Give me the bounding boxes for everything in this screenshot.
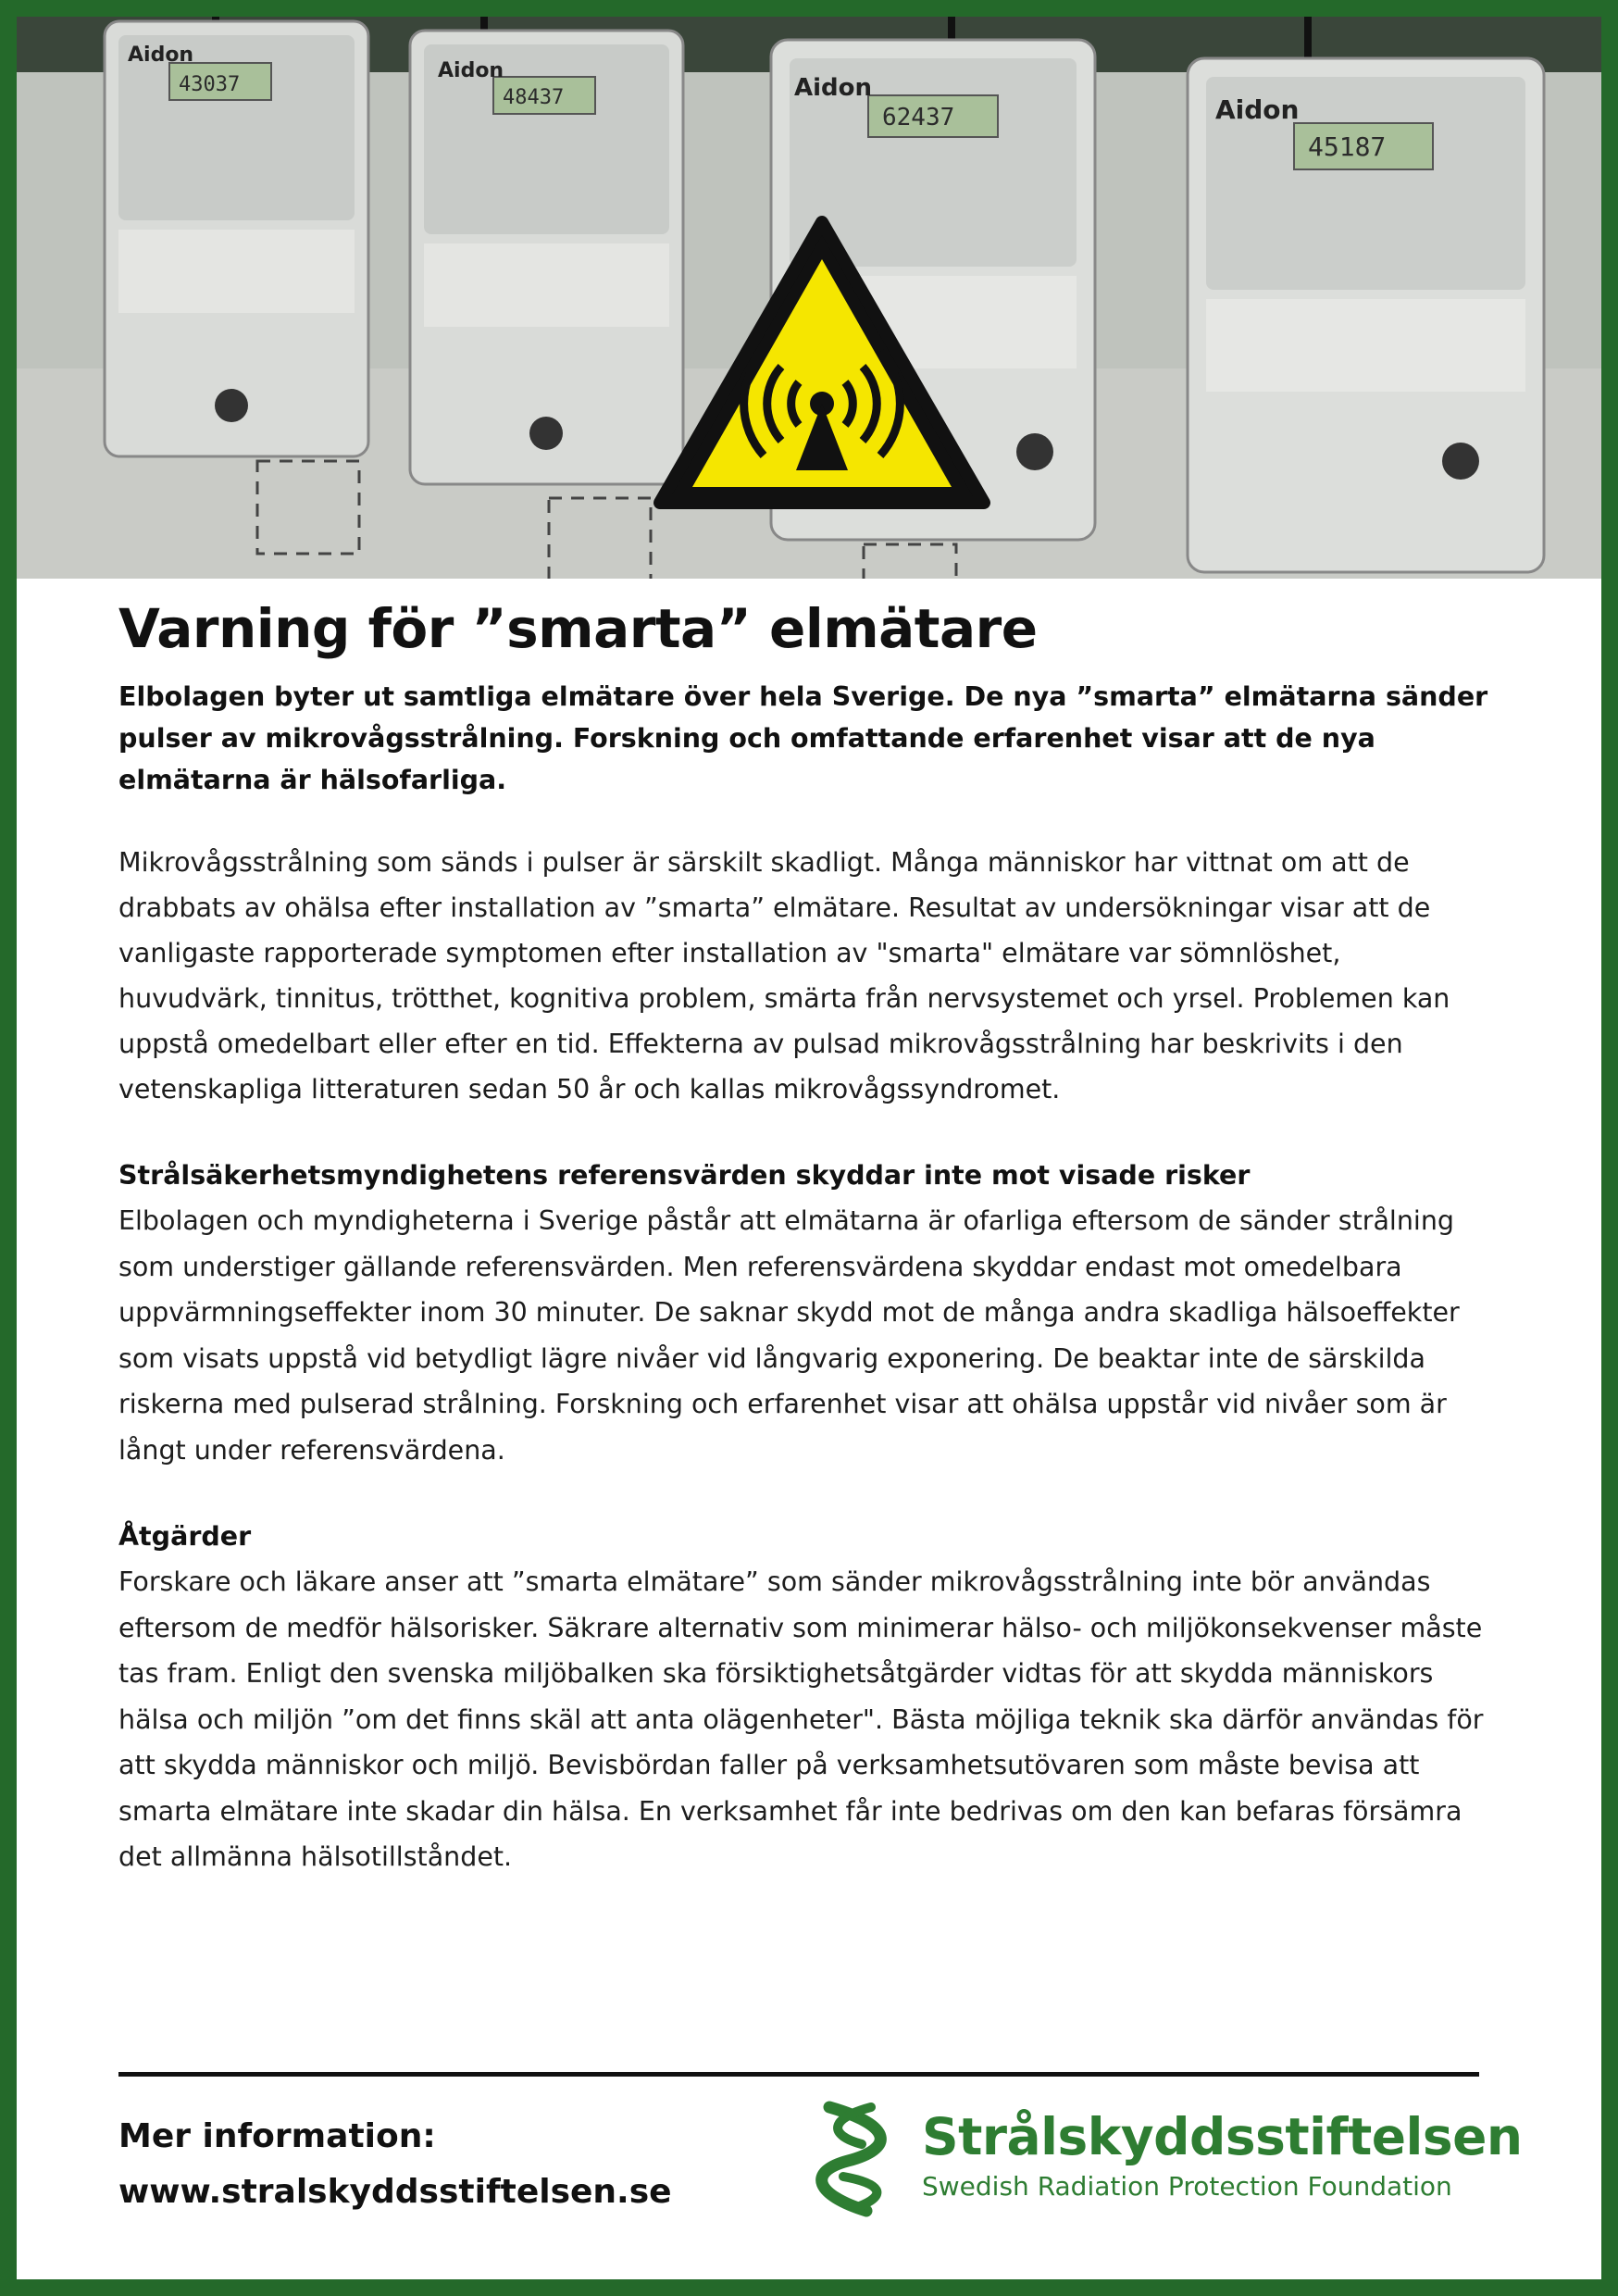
section-body-reference-values: Elbolagen och myndigheterna i Sverige påstår att elmätarna är ofarliga eftersom de sänder strålning som understiger gällande referensvärden. Men referensvärdena skyddar endast mot omedelbara uppvärmningseffekter inom 30 minuter. De saknar skydd mot de många andra skadliga hälsoeffekter som visats uppstå vid betydligt lägre nivåer vid långvarig exponering. De beaktar inte de särskilda riskerna med pulserad strålning. Forskning och erfarenhet visar att ohälsa uppstår vid nivåer som är långt under referensvärdena. [118,1205,1460,1466]
section-heading-actions: Åtgärder [118,1521,252,1552]
helix-logo-icon [811,2098,913,2218]
org-name: Strålskyddsstiftelsen [922,2107,1523,2166]
section-heading-reference-values: Strålsäkerhetsmyndighetens referensvärden skyddar inte mot visade risker [118,1160,1251,1191]
meter-brand-4: Aidon [1215,94,1300,125]
more-info [118,2109,672,2220]
intro-paragraph: Mikrovågsstrålning som sänds i pulser är särskilt skadligt. Många människor har vittnat om att de drabbats av ohälsa efter installation av ”smarta” elmätare. Resultat av undersökningar visar att de vanligaste rapporterade symptomen efter installation av "smarta" elmätare var sömnlöshet, huvudvärk, tinnitus, trötthet, kognitiva problem, smärta från nervsystemet och yrsel. Problemen kan uppstå omedelbart eller efter en tid. Effekterna av pulsad mikrovågsstrålning har beskrivits i den vetenskapliga litteraturen sedan 50 år och kallas mikrovågssyndromet. [118,847,1450,1104]
org-subtitle: Swedish Radiation Protection Foundation [922,2171,1452,2202]
footer-divider [118,2072,1479,2077]
page-title: Varning för ”smarta” elmätare [118,597,1038,660]
meter-reading-2: 48437 [503,86,565,109]
section-body-actions: Forskare och läkare anser att ”smarta elmätare” som sänder mikrovågsstrålning inte bör användas eftersom de medför hälsorisker. Säkrare alternativ som minimerar hälso- och miljökonsekvenser måste tas fram. Enligt den svenska miljöbalken ska försiktighetsåtgärder vidtas för att skydda människors hälsa och miljön ”om det finns skäl att anta olägenheter". Bästa möjliga teknik ska därför användas för att skydda människor och miljö. Bevisbördan faller på verksamhetsutövaren som måste bevisa att smarta elmätare inte skadar din hälsa. En verksamhet får inte bedrivas om den kan befaras försämra det allmänna hälsotillståndet. [118,1566,1484,1872]
meter-reading-3: 62437 [882,104,955,131]
organization-logo [811,2098,1523,2218]
lead-paragraph: Elbolagen byter ut samtliga elmätare över hela Sverige. De nya ”smarta” elmätarna sänder pulser av mikrovågsstrålning. Forskning och omfattande erfarenhet visar att de nya elmätarna är hälsofarliga. [118,681,1488,795]
more-info-label: Mer information: [118,2117,436,2155]
meter-brand-2: Aidon [438,59,504,82]
website-link[interactable]: www.stralskyddsstiftelsen.se [118,2173,672,2211]
hero-photo-smart-meters [17,17,1601,579]
meter-reading-4: 45187 [1308,131,1387,162]
meter-brand-1: Aidon [128,44,194,67]
meter-brand-3: Aidon [794,74,873,102]
meter-reading-1: 43037 [179,73,241,96]
article-body [118,591,1488,1880]
